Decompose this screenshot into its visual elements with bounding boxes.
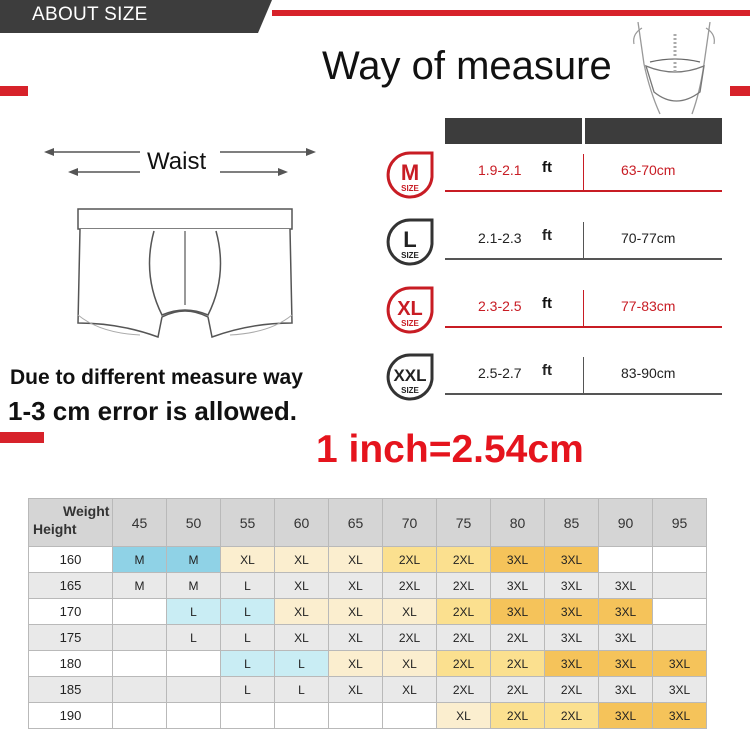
badge-sub-text: SIZE <box>401 386 419 395</box>
page-title: Way of measure <box>322 44 612 88</box>
size-cell <box>221 703 275 729</box>
size-cell: XL <box>275 573 329 599</box>
table-row <box>29 703 707 729</box>
weight-header: 65 <box>329 499 383 547</box>
size-cell <box>167 651 221 677</box>
weight-header: 75 <box>437 499 491 547</box>
size-cell <box>329 703 383 729</box>
size-row-m <box>445 150 722 192</box>
size-cell: 3XL <box>545 599 599 625</box>
badge-sub-text: SIZE <box>401 319 419 328</box>
measure-note: Due to different measure way <box>10 366 303 389</box>
size-cell <box>383 703 437 729</box>
size-cell: 2XL <box>491 651 545 677</box>
size-cell: XL <box>383 651 437 677</box>
size-cell: 2XL <box>437 599 491 625</box>
height-label: Height <box>33 521 77 537</box>
height-cell: 185 <box>29 677 113 703</box>
size-badge-xxl-icon <box>382 349 438 405</box>
size-badge-xl-icon <box>382 282 438 338</box>
size-cell: L <box>167 599 221 625</box>
size-ft-unit: ft <box>542 159 552 176</box>
size-cell: 2XL <box>491 625 545 651</box>
size-cell: L <box>221 651 275 677</box>
size-cell: XL <box>329 625 383 651</box>
weight-header: 50 <box>167 499 221 547</box>
size-cell: 2XL <box>437 651 491 677</box>
weight-header: 95 <box>653 499 707 547</box>
row-divider <box>583 357 584 395</box>
badge-size-text: XXL <box>393 366 427 385</box>
accent-bar-left <box>0 86 28 96</box>
size-cell: 3XL <box>599 677 653 703</box>
size-cell: 3XL <box>545 573 599 599</box>
size-cm-range: 63-70cm <box>621 162 676 178</box>
size-cell: 3XL <box>491 573 545 599</box>
size-cell: 2XL <box>437 573 491 599</box>
size-cell <box>599 547 653 573</box>
size-cell <box>653 547 707 573</box>
size-cell: XL <box>275 547 329 573</box>
header-rule <box>272 10 750 16</box>
size-cell: L <box>221 573 275 599</box>
body-measure-illustration <box>620 22 730 122</box>
row-divider <box>583 290 584 328</box>
size-cell: L <box>221 677 275 703</box>
size-cell: 3XL <box>599 573 653 599</box>
size-cell: L <box>221 599 275 625</box>
weight-header: 80 <box>491 499 545 547</box>
table-corner <box>29 499 113 547</box>
badge-sub-text: SIZE <box>401 184 419 193</box>
size-cell <box>113 677 167 703</box>
size-cell <box>653 625 707 651</box>
size-header-bar-cm <box>585 118 722 144</box>
size-ft-range: 2.3-2.5 <box>478 298 522 314</box>
size-cell <box>653 573 707 599</box>
weight-header: 60 <box>275 499 329 547</box>
size-ft-unit: ft <box>542 227 552 244</box>
briefs-illustration <box>70 205 300 345</box>
size-row-l <box>445 218 722 260</box>
size-cell: 3XL <box>653 703 707 729</box>
size-cell: 2XL <box>383 573 437 599</box>
size-cell: XL <box>329 651 383 677</box>
height-cell: 165 <box>29 573 113 599</box>
size-cell: L <box>275 677 329 703</box>
header-label: ABOUT SIZE <box>32 4 148 25</box>
weight-header: 70 <box>383 499 437 547</box>
size-cell: 3XL <box>545 547 599 573</box>
size-cell: XL <box>221 547 275 573</box>
size-ft-range: 2.5-2.7 <box>478 365 522 381</box>
size-cell: 3XL <box>653 677 707 703</box>
table-header-row <box>29 499 707 547</box>
size-cell: M <box>167 573 221 599</box>
size-cell: 2XL <box>545 703 599 729</box>
weight-label: Weight <box>63 503 110 519</box>
size-cell: XL <box>437 703 491 729</box>
size-cell: M <box>167 547 221 573</box>
height-cell: 175 <box>29 625 113 651</box>
size-cell: 2XL <box>437 625 491 651</box>
size-ft-unit: ft <box>542 295 552 312</box>
size-cell: M <box>113 547 167 573</box>
badge-size-text: M <box>400 160 420 185</box>
size-cell <box>113 651 167 677</box>
accent-bar-mid <box>0 432 44 443</box>
size-cm-range: 83-90cm <box>621 365 676 381</box>
row-divider <box>583 154 584 192</box>
size-cell: 2XL <box>545 677 599 703</box>
badge-size-text: XL <box>397 298 423 320</box>
size-cell: M <box>113 573 167 599</box>
weight-header: 90 <box>599 499 653 547</box>
table-row <box>29 599 707 625</box>
size-cell: 3XL <box>599 651 653 677</box>
size-badge-l-icon <box>382 214 438 270</box>
size-cell <box>113 703 167 729</box>
size-cell: XL <box>275 599 329 625</box>
size-cell: XL <box>329 573 383 599</box>
table-row <box>29 651 707 677</box>
size-cell: L <box>275 651 329 677</box>
size-cell: L <box>167 625 221 651</box>
size-cell: 3XL <box>599 703 653 729</box>
size-row-xl <box>445 286 722 328</box>
size-chart-table <box>28 498 707 729</box>
weight-header: 45 <box>113 499 167 547</box>
size-cell: 3XL <box>545 625 599 651</box>
size-cell: 3XL <box>491 547 545 573</box>
size-cell <box>275 703 329 729</box>
size-header-bar-ft <box>445 118 582 144</box>
height-cell: 180 <box>29 651 113 677</box>
size-ft-unit: ft <box>542 362 552 379</box>
accent-bar-right <box>730 86 750 96</box>
size-cell: XL <box>383 599 437 625</box>
table-row <box>29 677 707 703</box>
size-cell: XL <box>383 677 437 703</box>
size-cm-range: 77-83cm <box>621 298 676 314</box>
error-note: 1-3 cm error is allowed. <box>8 396 298 426</box>
size-cell: L <box>221 625 275 651</box>
size-cell <box>167 677 221 703</box>
size-ft-range: 1.9-2.1 <box>478 162 522 178</box>
weight-header: 85 <box>545 499 599 547</box>
waist-label: Waist <box>147 148 207 175</box>
table-row <box>29 625 707 651</box>
weight-header: 55 <box>221 499 275 547</box>
size-cell <box>113 599 167 625</box>
size-cell: 3XL <box>599 625 653 651</box>
height-cell: 160 <box>29 547 113 573</box>
size-row-xxl <box>445 353 722 395</box>
table-row <box>29 547 707 573</box>
size-cm-range: 70-77cm <box>621 230 676 246</box>
size-cell: 3XL <box>599 599 653 625</box>
size-cell: 2XL <box>383 625 437 651</box>
height-cell: 190 <box>29 703 113 729</box>
size-cell: XL <box>329 547 383 573</box>
height-cell: 170 <box>29 599 113 625</box>
inch-conversion: 1 inch=2.54cm <box>316 428 584 471</box>
size-cell: 3XL <box>653 651 707 677</box>
size-cell <box>167 703 221 729</box>
badge-size-text: L <box>403 227 417 252</box>
size-ft-range: 2.1-2.3 <box>478 230 522 246</box>
table-row <box>29 573 707 599</box>
size-cell: 2XL <box>437 677 491 703</box>
size-badge-m-icon <box>382 147 438 203</box>
size-cell: 3XL <box>491 599 545 625</box>
size-cell <box>653 599 707 625</box>
size-cell: 2XL <box>491 677 545 703</box>
size-cell: 2XL <box>383 547 437 573</box>
row-divider <box>583 222 584 260</box>
size-cell: XL <box>329 599 383 625</box>
size-cell: XL <box>275 625 329 651</box>
size-cell <box>113 625 167 651</box>
size-cell: 3XL <box>545 651 599 677</box>
size-cell: 2XL <box>437 547 491 573</box>
size-cell: XL <box>329 677 383 703</box>
badge-sub-text: SIZE <box>401 251 419 260</box>
size-cell: 2XL <box>491 703 545 729</box>
